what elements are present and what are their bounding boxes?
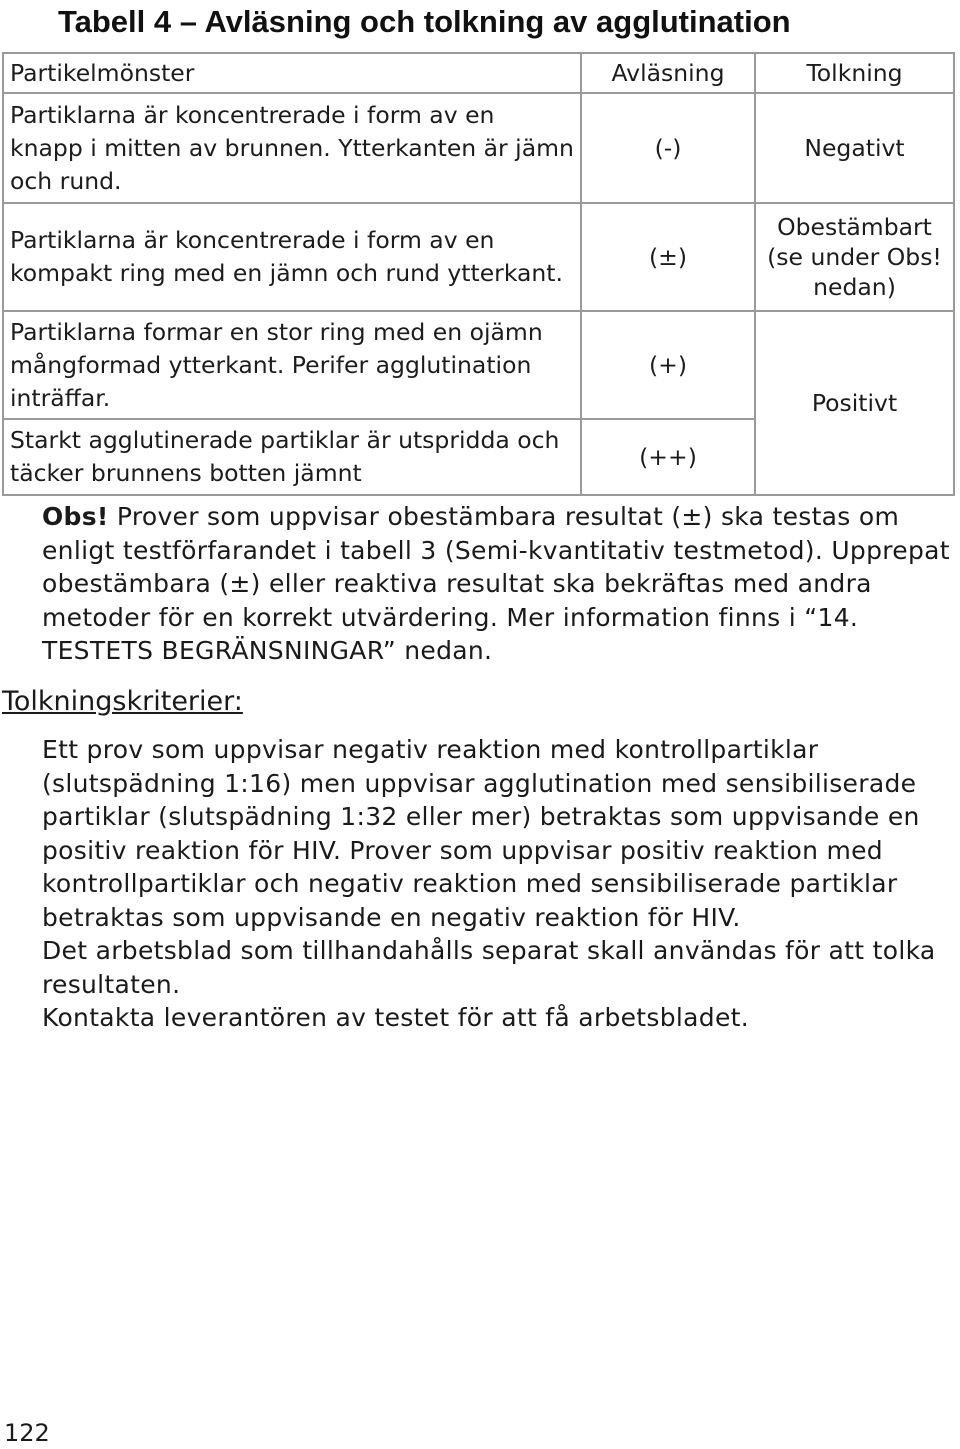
pattern-cell: Partiklarna är koncentrerade i form av en kompakt ring med en jämn och rund ytterkant. <box>3 203 581 311</box>
interpretation-cell: Positivt <box>755 311 954 495</box>
pattern-cell: Starkt agglutinerade partiklar är utspridda och täcker brunnens botten jämnt <box>3 419 581 495</box>
page-number: 122 <box>4 1419 50 1447</box>
pattern-cell: Partiklarna är koncentrerade i form av en knapp i mitten av brunnen. Ytterkanten är jämn och rund. <box>3 93 581 203</box>
table-header-row <box>3 53 954 93</box>
criteria-body <box>42 733 954 1035</box>
criteria-paragraph: Det arbetsblad som tillhandahålls separat skall användas för att tolka resultaten. <box>42 936 936 999</box>
interpretation-cell: Obestämbart (se under Obs! nedan) <box>755 203 954 311</box>
criteria-paragraph: Ett prov som uppvisar negativ reaktion med kontrollpartiklar (slutspädning 1:16) men uppvisar agglutination med sensibiliserade partiklar (slutspädning 1:32 eller mer) betraktas som uppvisande en positiv reaktion för HIV. Prover som uppvisar positiv reaktion med kontrollpartiklar och negativ reaktion med sensibiliserade partiklar betraktas som uppvisande en negativ reaktion för HIV. <box>42 735 920 932</box>
table-row <box>3 311 954 419</box>
interpretation-cell: Negativt <box>755 93 954 203</box>
page-title: Tabell 4 – Avläsning och tolkning av agglutination <box>58 4 791 39</box>
column-header-reading: Avläsning <box>581 53 755 93</box>
pattern-cell: Partiklarna formar en stor ring med en ojämn mångformad ytterkant. Perifer agglutination inträffar. <box>3 311 581 419</box>
table-row <box>3 203 954 311</box>
column-header-interpretation: Tolkning <box>755 53 954 93</box>
reading-cell: (+) <box>581 311 755 419</box>
table-row <box>3 93 954 203</box>
criteria-heading: Tolkningskriterier: <box>2 686 243 717</box>
criteria-paragraph: Kontakta leverantören av testet för att få arbetsbladet. <box>42 1003 749 1032</box>
column-header-pattern: Partikelmönster <box>3 53 581 93</box>
agglutination-table <box>2 52 955 496</box>
note-paragraph <box>42 500 952 668</box>
note-text: Prover som uppvisar obestämbara resultat (±) ska testas om enligt testförfarandet i tabell 3 (Semi-kvantitativ testmetod). Upprepat obestämbara (±) eller reaktiva resultat ska bekräftas med andra metoder för en korrekt utvärdering. Mer information finns i “14. TESTETS BEGRÄNSNINGAR” nedan. <box>42 502 950 665</box>
note-label: Obs! <box>42 502 109 531</box>
reading-cell: (-) <box>581 93 755 203</box>
reading-cell: (++) <box>581 419 755 495</box>
reading-cell: (±) <box>581 203 755 311</box>
